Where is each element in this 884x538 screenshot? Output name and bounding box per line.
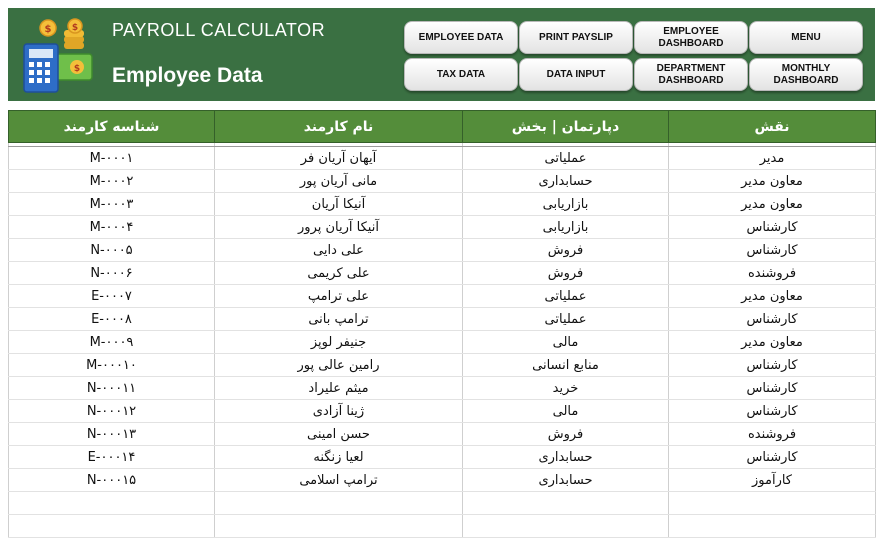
table-row <box>9 400 876 423</box>
table-cell-department[interactable]: بازاریابی <box>463 193 669 216</box>
empty-table-row <box>9 492 876 515</box>
table-cell-department[interactable]: حسابداری <box>463 469 669 492</box>
department-dashboard-button[interactable]: DEPARTMENT DASHBOARD <box>634 58 748 91</box>
table-cell-name[interactable]: علی کریمی <box>215 262 463 285</box>
table-cell-department[interactable]: عملیاتی <box>463 285 669 308</box>
table-cell-role[interactable]: کارشناس <box>669 400 876 423</box>
tax-data-button[interactable]: TAX DATA <box>404 58 518 91</box>
table-cell-id[interactable]: N-۰۰۰۵ <box>9 239 215 262</box>
table-cell-id[interactable]: N-۰۰۰۱۱ <box>9 377 215 400</box>
table-cell-department[interactable]: منابع انسانی <box>463 354 669 377</box>
table-cell-id[interactable] <box>9 515 215 538</box>
table-cell-id[interactable]: E-۰۰۰۱۴ <box>9 446 215 469</box>
table-cell-id[interactable]: M-۰۰۰۲ <box>9 170 215 193</box>
table-cell-role[interactable]: کارآموز <box>669 469 876 492</box>
svg-text:$: $ <box>44 24 52 35</box>
table-cell-role[interactable]: معاون مدیر <box>669 193 876 216</box>
table-row <box>9 239 876 262</box>
table-cell-role[interactable]: فروشنده <box>669 423 876 446</box>
table-header-row <box>9 111 876 143</box>
table-row <box>9 170 876 193</box>
table-row <box>9 262 876 285</box>
table-cell-department[interactable]: بازاریابی <box>463 216 669 239</box>
column-header-role[interactable]: نقش <box>669 111 876 143</box>
table-cell-role[interactable]: کارشناس <box>669 446 876 469</box>
table-cell-name[interactable] <box>215 492 463 515</box>
table-cell-role[interactable]: معاون مدیر <box>669 331 876 354</box>
table-cell-department[interactable]: مالی <box>463 331 669 354</box>
table-cell-id[interactable]: E-۰۰۰۸ <box>9 308 215 331</box>
table-row <box>9 423 876 446</box>
table-cell-role[interactable] <box>669 515 876 538</box>
app-title: PAYROLL CALCULATOR <box>112 20 326 40</box>
table-cell-department[interactable]: حسابداری <box>463 170 669 193</box>
table-cell-id[interactable]: M-۰۰۰۳ <box>9 193 215 216</box>
calculator-money-icon <box>20 18 98 96</box>
table-cell-role[interactable]: کارشناس <box>669 216 876 239</box>
table-cell-id[interactable]: M-۰۰۰۴ <box>9 216 215 239</box>
table-cell-name[interactable]: ژینا آزادی <box>215 400 463 423</box>
table-row <box>9 469 876 492</box>
table-cell-id[interactable] <box>9 492 215 515</box>
table-cell-name[interactable]: میثم علیراد <box>215 377 463 400</box>
table-cell-role[interactable]: فروشنده <box>669 262 876 285</box>
table-cell-id[interactable]: E-۰۰۰۷ <box>9 285 215 308</box>
table-cell-name[interactable]: علی دایی <box>215 239 463 262</box>
table-cell-id[interactable]: N-۰۰۰۶ <box>9 262 215 285</box>
table-cell-role[interactable]: کارشناس <box>669 308 876 331</box>
table-row <box>9 308 876 331</box>
data-input-button[interactable]: DATA INPUT <box>519 58 633 91</box>
column-header-employee-id[interactable]: شناسه کارمند <box>9 111 215 143</box>
table-row <box>9 285 876 308</box>
table-cell-role[interactable]: معاون مدیر <box>669 170 876 193</box>
table-cell-department[interactable]: فروش <box>463 423 669 446</box>
table-cell-id[interactable]: M-۰۰۰۱۰ <box>9 354 215 377</box>
column-header-department[interactable]: دپارتمان | بخش <box>463 111 669 143</box>
svg-text:$: $ <box>73 64 81 74</box>
table-cell-role[interactable] <box>669 492 876 515</box>
table-body <box>9 143 876 538</box>
table-cell-department[interactable]: خرید <box>463 377 669 400</box>
table-cell-id[interactable]: M-۰۰۰۱ <box>9 147 215 170</box>
empty-table-row <box>9 515 876 538</box>
table-cell-name[interactable]: رامین عالی پور <box>215 354 463 377</box>
table-cell-role[interactable]: کارشناس <box>669 354 876 377</box>
table-cell-id[interactable]: N-۰۰۰۱۳ <box>9 423 215 446</box>
table-row <box>9 446 876 469</box>
table-cell-name[interactable]: ترامپ بانی <box>215 308 463 331</box>
table-cell-department[interactable]: حسابداری <box>463 446 669 469</box>
table-cell-id[interactable]: N-۰۰۰۱۲ <box>9 400 215 423</box>
table-cell-department[interactable]: مالی <box>463 400 669 423</box>
table-row <box>9 377 876 400</box>
table-row <box>9 193 876 216</box>
table-cell-name[interactable]: جنیفر لوپز <box>215 331 463 354</box>
table-row <box>9 216 876 239</box>
table-cell-name[interactable]: لعیا زنگنه <box>215 446 463 469</box>
table-cell-id[interactable]: M-۰۰۰۹ <box>9 331 215 354</box>
menu-button[interactable]: MENU <box>749 21 863 54</box>
page-title: Employee Data <box>112 64 263 87</box>
table-cell-department[interactable]: عملیاتی <box>463 308 669 331</box>
monthly-dashboard-button[interactable]: MONTHLY DASHBOARD <box>749 58 863 91</box>
table-row <box>9 331 876 354</box>
table-row <box>9 354 876 377</box>
table-cell-name[interactable]: آنیکا آریان پرور <box>215 216 463 239</box>
table-cell-role[interactable]: مدیر <box>669 147 876 170</box>
table-cell-department[interactable] <box>463 515 669 538</box>
employee-table <box>8 110 876 538</box>
table-cell-name[interactable] <box>215 515 463 538</box>
table-cell-name[interactable]: ترامپ اسلامی <box>215 469 463 492</box>
table-cell-department[interactable] <box>463 492 669 515</box>
table-cell-department[interactable]: فروش <box>463 262 669 285</box>
table-cell-role[interactable]: معاون مدیر <box>669 285 876 308</box>
table-cell-role[interactable]: کارشناس <box>669 239 876 262</box>
table-cell-department[interactable]: فروش <box>463 239 669 262</box>
column-header-employee-name[interactable]: نام کارمند <box>215 111 463 143</box>
employee-dashboard-button[interactable]: EMPLOYEE DASHBOARD <box>634 21 748 54</box>
table-row <box>9 147 876 170</box>
svg-text:$: $ <box>71 23 79 33</box>
table-cell-name[interactable]: آیهان آریان فر <box>215 147 463 170</box>
table-cell-name[interactable]: حسن امینی <box>215 423 463 446</box>
table-cell-name[interactable]: آنیکا آریان <box>215 193 463 216</box>
table-cell-name[interactable]: علی ترامپ <box>215 285 463 308</box>
table-cell-role[interactable]: کارشناس <box>669 377 876 400</box>
print-payslip-button[interactable]: PRINT PAYSLIP <box>519 21 633 54</box>
table-cell-department[interactable]: عملیاتی <box>463 147 669 170</box>
employee-data-button[interactable]: EMPLOYEE DATA <box>404 21 518 54</box>
table-cell-name[interactable]: مانی آریان پور <box>215 170 463 193</box>
table-cell-id[interactable]: N-۰۰۰۱۵ <box>9 469 215 492</box>
